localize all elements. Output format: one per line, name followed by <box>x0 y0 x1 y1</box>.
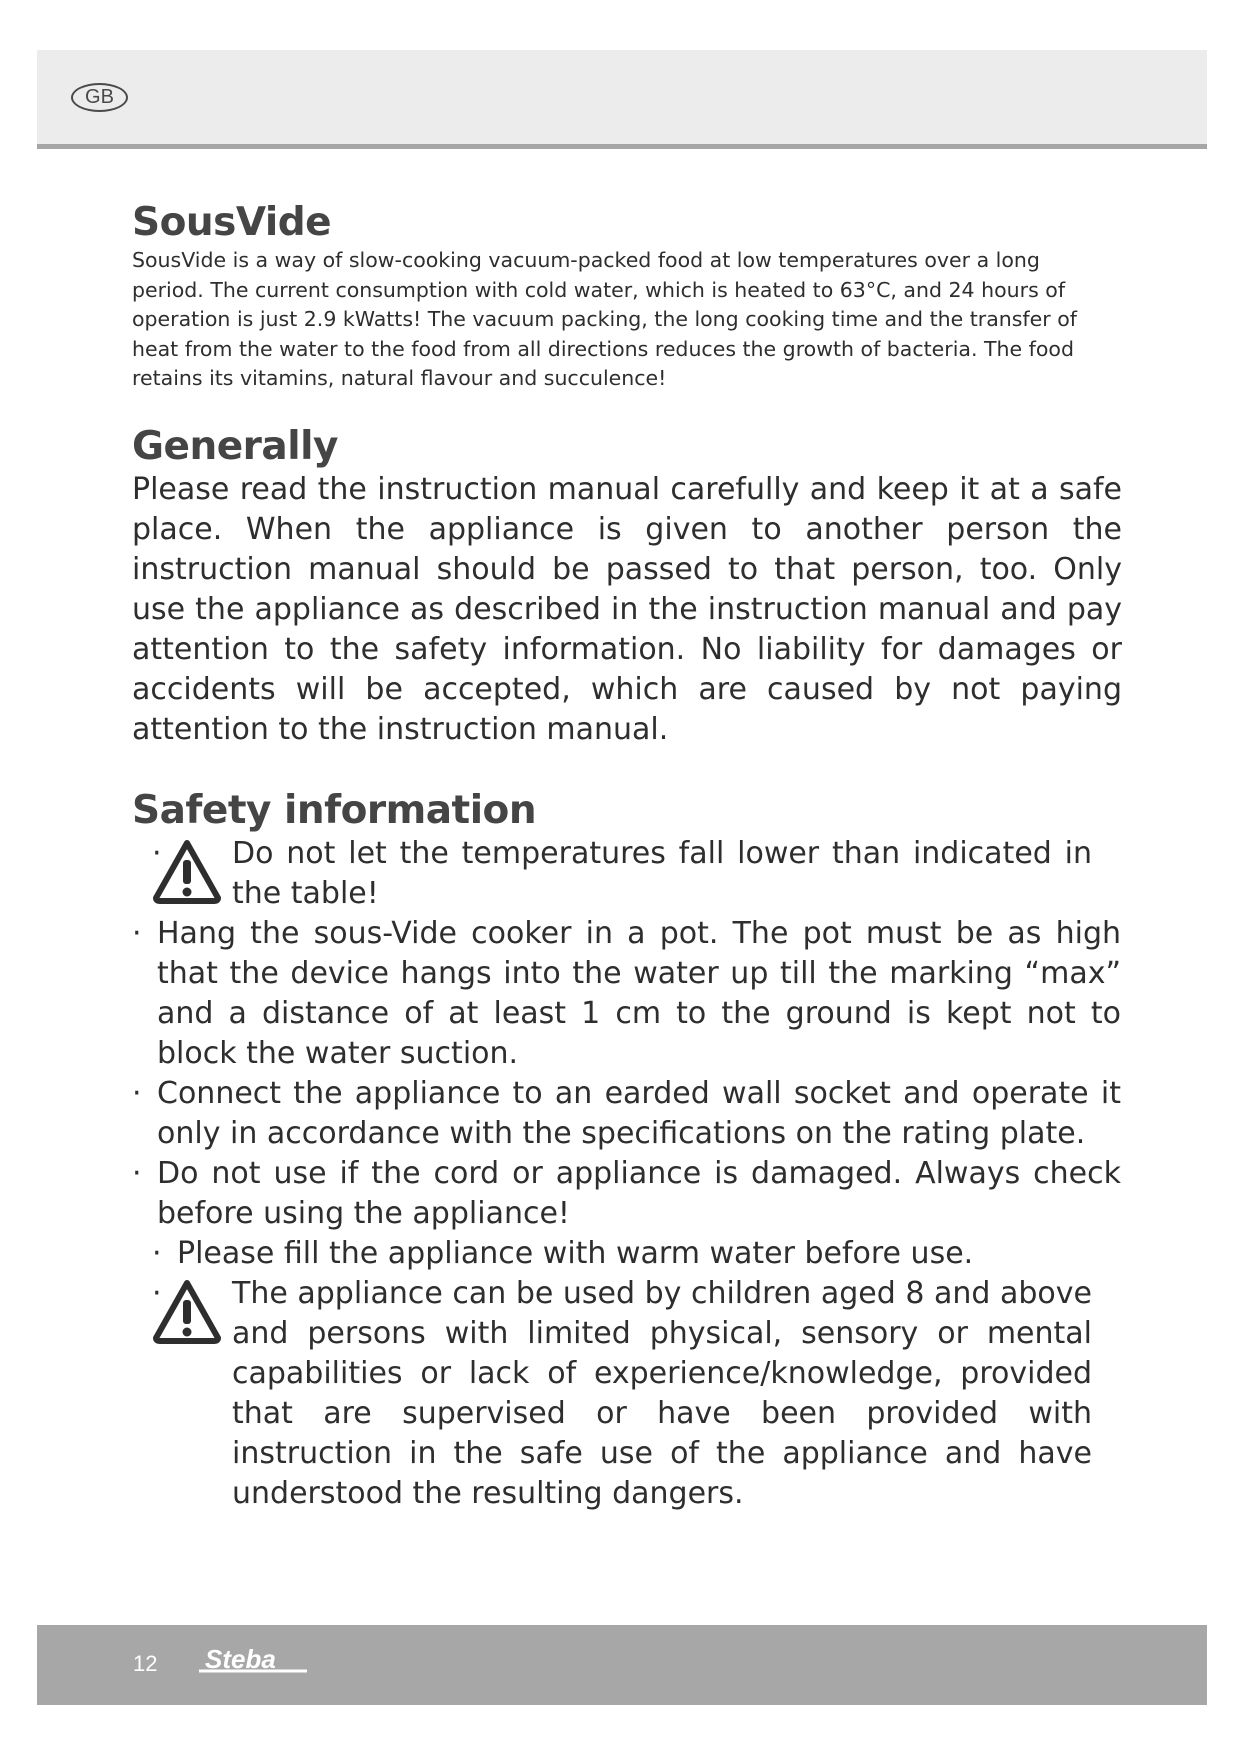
safety-item <box>132 1154 1121 1234</box>
bullet: · <box>132 1075 142 1111</box>
sousvide-paragraph: SousVide is a way of slow-cooking vacuum-packed food at low temperatures over a long period. The current consumption with cold water, which is heated to 63°C, and 24 hours of operation is just 2.9 kWatts! The vacuum packing, the long cooking time and the transfer of heat from the water to the food from all directions reduces the growth of bacteria. The food retains its vitamins, natural flavour and succulence! <box>132 248 1077 390</box>
brand-wordmark: Steba <box>205 1644 276 1674</box>
safety-item-text: Do not let the temperatures fall lower than indicated in the table! <box>232 835 1092 911</box>
bullet: · <box>152 835 162 871</box>
section-title-safety: Safety information <box>132 787 537 833</box>
warning-icon <box>152 838 222 904</box>
section-title-generally: Generally <box>132 423 338 469</box>
safety-item <box>132 834 1092 914</box>
generally-paragraph: Please read the instruction manual carefully and keep it at a safe place. When the appliance is given to another person the instruction manual should be passed to that person, too. Only use the appliance as described in the instruction manual and pay attention to the safety information. No liability for damages or accidents will be accepted, which are caused by not paying attention to the instruction manual. <box>132 471 1122 747</box>
safety-item-text: Connect the appliance to an earded wall socket and operate it only in accordance with the specifications on the rating plate. <box>157 1075 1121 1151</box>
bullet: · <box>152 1275 162 1311</box>
safety-item <box>132 1274 1092 1514</box>
safety-item <box>132 1234 1121 1274</box>
safety-item <box>132 1074 1121 1154</box>
safety-item-text: Please fill the appliance with warm water before use. <box>177 1235 974 1271</box>
safety-item <box>132 914 1121 1074</box>
bullet: · <box>152 1235 162 1271</box>
safety-item-text: The appliance can be used by children aged 8 and above and persons with limited physical, sensory or mental capabilities or lack of experience/knowledge, provided that are supervised or have been provided with instruction in the safe use of the appliance and have understood the resulting dangers. <box>232 1275 1092 1511</box>
bullet: · <box>132 1155 142 1191</box>
section-title-sousvide: SousVide <box>132 200 332 245</box>
steba-logo <box>195 1641 315 1681</box>
page-footer <box>37 1625 1207 1705</box>
warning-icon <box>152 1278 222 1344</box>
page-content <box>132 200 1120 1514</box>
page-number: 12 <box>133 1651 158 1676</box>
safety-item-text: Do not use if the cord or appliance is damaged. Always check before using the appliance! <box>157 1155 1121 1231</box>
safety-item-text: Hang the sous-Vide cooker in a pot. The pot must be as high that the device hangs into the water up till the marking “max” and a distance of at least 1 cm to the ground is kept not to block the water suction. <box>157 915 1121 1071</box>
bullet: · <box>132 915 142 951</box>
language-badge: GB <box>71 83 128 112</box>
safety-list <box>132 834 1120 1514</box>
page-header <box>37 50 1207 149</box>
